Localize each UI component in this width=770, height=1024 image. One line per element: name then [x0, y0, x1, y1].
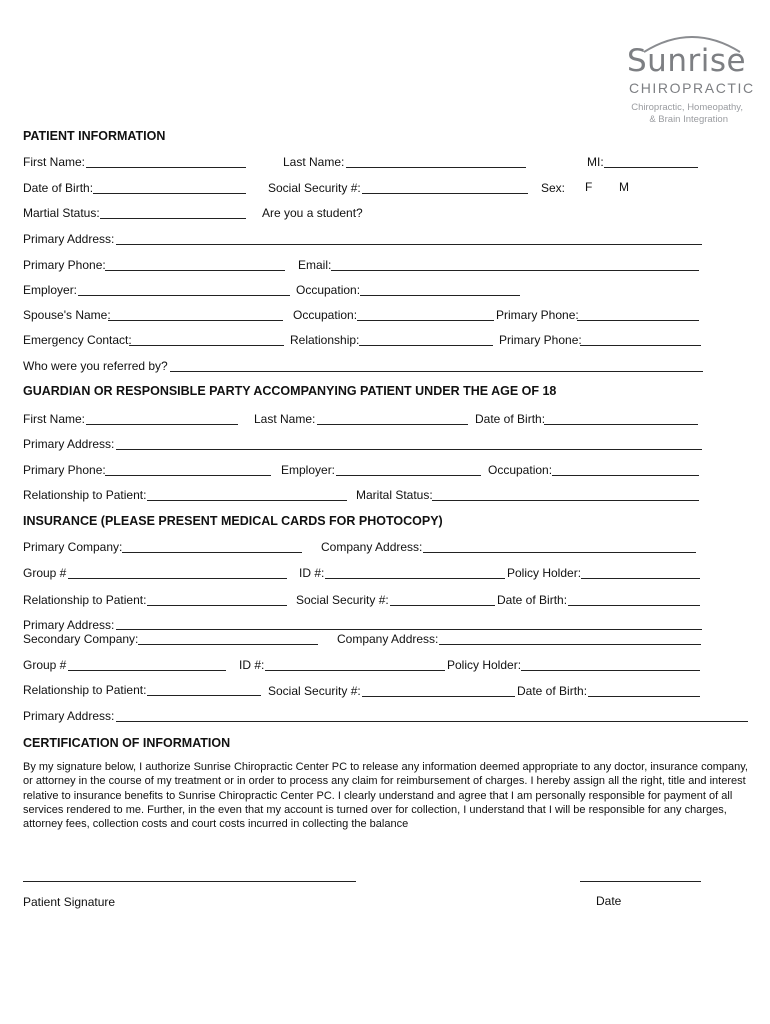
- email-label: Email:: [298, 258, 332, 272]
- insurance-address-2-field[interactable]: [116, 721, 748, 722]
- employer-label: Employer:: [23, 283, 78, 297]
- company-address-field[interactable]: [423, 552, 696, 553]
- dob-label: Date of Birth:: [23, 181, 94, 195]
- dob-field[interactable]: [93, 193, 246, 194]
- policy-holder-2-label: Policy Holder:: [447, 658, 522, 672]
- emergency-contact-label: Emergency Contact:: [23, 333, 132, 347]
- policy-holder-label: Policy Holder:: [507, 566, 582, 580]
- group-2-label: Group #: [23, 658, 67, 672]
- referred-by-label: Who were you referred by?: [23, 359, 168, 373]
- email-field[interactable]: [331, 270, 699, 271]
- occupation-label: Occupation:: [296, 283, 361, 297]
- primary-phone-label: Primary Phone:: [23, 258, 106, 272]
- guardian-last-name-label: Last Name:: [254, 412, 316, 426]
- relationship-field[interactable]: [359, 345, 493, 346]
- patient-info-heading: PATIENT INFORMATION: [23, 129, 166, 143]
- guardian-marital-label: Marital Status:: [356, 488, 433, 502]
- insurance-dob-2-field[interactable]: [588, 696, 700, 697]
- sex-label: Sex:: [541, 181, 566, 195]
- guardian-last-name-field[interactable]: [317, 424, 468, 425]
- last-name-field[interactable]: [346, 167, 526, 168]
- logo-tagline-2: & Brain Integration: [649, 114, 728, 125]
- insurance-dob-label: Date of Birth:: [497, 593, 568, 607]
- date-field[interactable]: [580, 881, 701, 882]
- insurance-relationship-field[interactable]: [147, 605, 287, 606]
- insurance-dob-field[interactable]: [568, 605, 700, 606]
- insurance-relationship-2-field[interactable]: [147, 695, 261, 696]
- guardian-phone-field[interactable]: [105, 475, 271, 476]
- company-address-label: Company Address:: [321, 540, 423, 554]
- primary-company-field[interactable]: [122, 552, 302, 553]
- marital-status-field[interactable]: [100, 218, 246, 219]
- date-label: Date: [596, 894, 622, 908]
- insurance-address-label: Primary Address:: [23, 618, 115, 632]
- policy-holder-field[interactable]: [581, 578, 700, 579]
- spouse-phone-field[interactable]: [577, 320, 699, 321]
- insurance-relationship-label: Relationship to Patient:: [23, 593, 147, 607]
- spouse-occupation-field[interactable]: [357, 320, 494, 321]
- guardian-marital-field[interactable]: [432, 500, 699, 501]
- guardian-employer-label: Employer:: [281, 463, 336, 477]
- guardian-first-name-field[interactable]: [86, 424, 238, 425]
- spouse-occupation-label: Occupation:: [293, 308, 358, 322]
- insurance-dob-2-label: Date of Birth:: [517, 684, 588, 698]
- group-field[interactable]: [68, 578, 287, 579]
- last-name-label: Last Name:: [283, 155, 345, 169]
- insurance-ssn-label: Social Security #:: [296, 593, 389, 607]
- logo-subtitle: CHIROPRACTIC: [629, 80, 755, 96]
- id-label: ID #:: [299, 566, 325, 580]
- policy-holder-2-field[interactable]: [521, 670, 700, 671]
- employer-field[interactable]: [78, 295, 290, 296]
- primary-company-label: Primary Company:: [23, 540, 123, 554]
- first-name-field[interactable]: [86, 167, 246, 168]
- insurance-address-field[interactable]: [116, 629, 702, 630]
- secondary-company-address-label: Company Address:: [337, 632, 439, 646]
- guardian-occupation-label: Occupation:: [488, 463, 553, 477]
- id-field[interactable]: [325, 578, 505, 579]
- spouse-name-label: Spouse's Name:: [23, 308, 111, 322]
- guardian-phone-label: Primary Phone:: [23, 463, 106, 477]
- patient-signature-field[interactable]: [23, 881, 356, 882]
- certification-text: By my signature below, I authorize Sunrise Chiropractic Center PC to release any information deemed appropriate to any doctor, insurance company, or attorney in the course of my treatment or in order to process any claim for reimbursement of charges. I hereby assign all the right, title and interest relative to insurance benefits to Sunrise Chiropractic Center PC. I clearly understand and agree that I am personally responsible for payment of all services rendered to me. Further, in the even that my account is turned over for collection, I understand that I will be responsible for any charges, attorney fees, collection costs and court costs incurred in collecting the balance: [23, 761, 748, 831]
- student-question: Are you a student?: [262, 206, 363, 220]
- guardian-address-field[interactable]: [116, 449, 702, 450]
- guardian-relationship-label: Relationship to Patient:: [23, 488, 147, 502]
- logo-tagline-1: Chiropractic, Homeopathy,: [631, 102, 743, 113]
- insurance-ssn-2-field[interactable]: [362, 696, 515, 697]
- insurance-ssn-field[interactable]: [390, 605, 495, 606]
- guardian-heading: GUARDIAN OR RESPONSIBLE PARTY ACCOMPANYING PATIENT UNDER THE AGE OF 18: [23, 384, 557, 398]
- guardian-relationship-field[interactable]: [147, 500, 347, 501]
- secondary-company-address-field[interactable]: [439, 644, 701, 645]
- occupation-field[interactable]: [360, 295, 520, 296]
- ssn-label: Social Security #:: [268, 181, 361, 195]
- primary-phone-field[interactable]: [105, 270, 285, 271]
- spouse-phone-label: Primary Phone:: [496, 308, 579, 322]
- guardian-address-label: Primary Address:: [23, 437, 115, 451]
- patient-signature-label: Patient Signature: [23, 895, 116, 909]
- secondary-company-label: Secondary Company:: [23, 632, 139, 646]
- insurance-address-2-label: Primary Address:: [23, 709, 115, 723]
- sex-option-f[interactable]: F: [585, 180, 593, 194]
- guardian-occupation-field[interactable]: [552, 475, 699, 476]
- insurance-relationship-2-label: Relationship to Patient:: [23, 683, 147, 697]
- id-2-label: ID #:: [239, 658, 265, 672]
- emergency-phone-label: Primary Phone:: [499, 333, 582, 347]
- group-label: Group #: [23, 566, 67, 580]
- insurance-ssn-2-label: Social Security #:: [268, 684, 361, 698]
- guardian-first-name-label: First Name:: [23, 412, 86, 426]
- group-2-field[interactable]: [68, 670, 226, 671]
- insurance-heading: INSURANCE (PLEASE PRESENT MEDICAL CARDS FOR PHOTOCOPY): [23, 514, 443, 528]
- primary-address-label: Primary Address:: [23, 232, 115, 246]
- first-name-label: First Name:: [23, 155, 86, 169]
- marital-status-label: Martial Status:: [23, 206, 100, 220]
- certification-heading: CERTIFICATION OF INFORMATION: [23, 736, 231, 750]
- primary-address-field[interactable]: [116, 244, 702, 245]
- ssn-field[interactable]: [362, 193, 528, 194]
- guardian-dob-label: Date of Birth:: [475, 412, 546, 426]
- referred-by-field[interactable]: [170, 371, 703, 372]
- guardian-dob-field[interactable]: [544, 424, 698, 425]
- spouse-name-field[interactable]: [108, 320, 283, 321]
- emergency-phone-field[interactable]: [580, 345, 701, 346]
- logo-wordmark: Sunrise: [627, 43, 747, 79]
- relationship-label: Relationship:: [290, 333, 360, 347]
- mi-label: MI:: [587, 155, 604, 169]
- sex-option-m[interactable]: M: [619, 180, 629, 194]
- secondary-company-field[interactable]: [138, 644, 318, 645]
- mi-field[interactable]: [604, 167, 698, 168]
- id-2-field[interactable]: [265, 670, 445, 671]
- emergency-contact-field[interactable]: [129, 345, 284, 346]
- guardian-employer-field[interactable]: [336, 475, 481, 476]
